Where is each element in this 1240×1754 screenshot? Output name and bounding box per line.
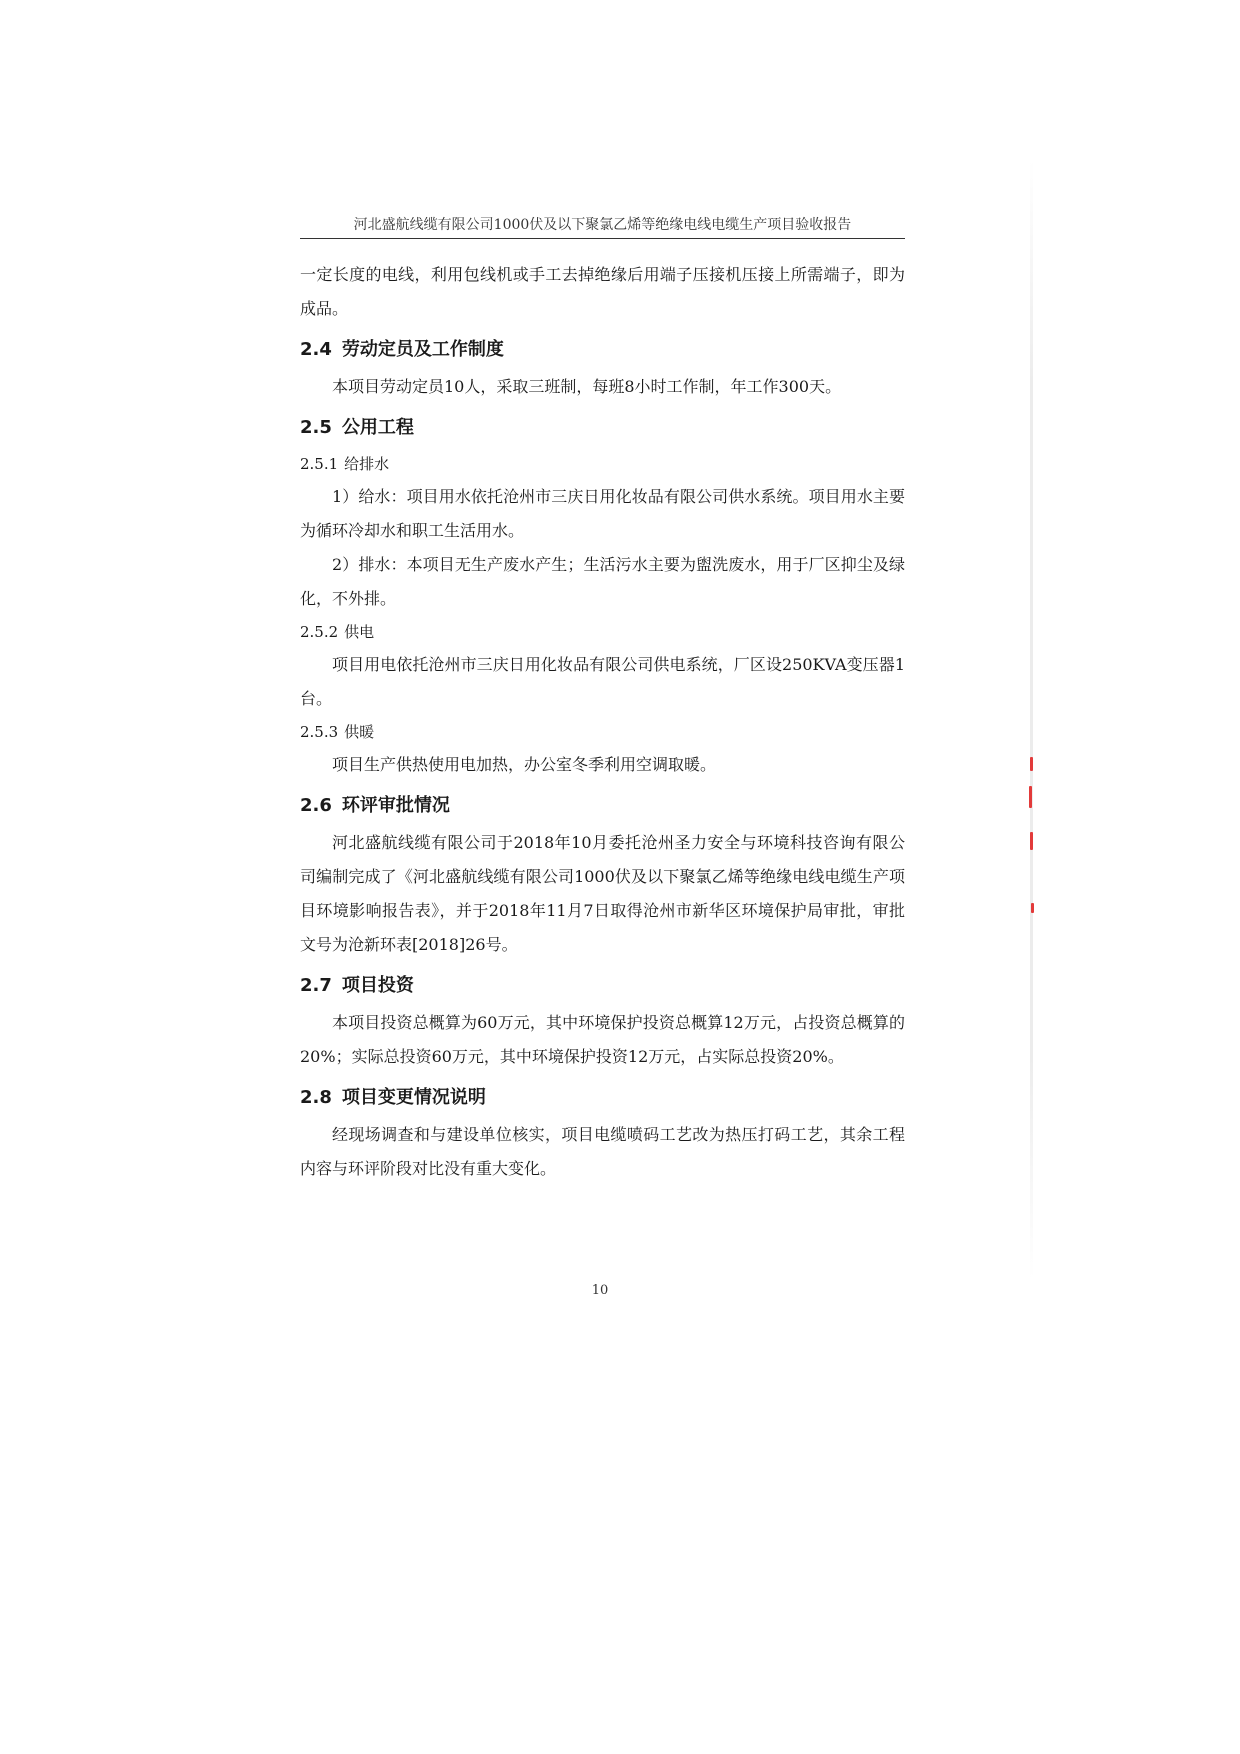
drainage-paragraph: 2）排水：本项目无生产废水产生；生活污水主要为盥洗废水，用于厂区抑尘及绿化，不外排。 (300, 555, 905, 608)
section-2-5-3-heading (300, 716, 905, 748)
section-number: 2.4 (300, 339, 332, 360)
subsection-number: 2.5.3 (300, 723, 339, 741)
section-2-4-heading (300, 332, 905, 368)
heating-paragraph: 项目生产供热使用电加热，办公室冬季利用空调取暖。 (332, 755, 717, 774)
section-title: 劳动定员及工作制度 (341, 339, 504, 360)
subsection-title: 给排水 (344, 455, 390, 473)
section-title: 公用工程 (341, 417, 414, 438)
section-2-5-1-heading (300, 448, 905, 480)
seal-fragment-3 (1030, 832, 1033, 850)
header-title: 河北盛航线缆有限公司1000伏及以下聚氯乙烯等绝缘电线电缆生产项目验收报告 (353, 217, 852, 233)
section-number: 2.8 (300, 1087, 332, 1108)
intro-paragraph: 一定长度的电线，利用包线机或手工去掉绝缘后用端子压接机压接上所需端子，即为成品。 (300, 265, 905, 318)
section-2-5-2-heading (300, 616, 905, 648)
water-supply-paragraph: 1）给水：项目用水依托沧州市三庆日用化妆品有限公司供水系统。项目用水主要为循环冷却水和职工生活用水。 (300, 487, 905, 540)
section-2-8-paragraph: 经现场调查和与建设单位核实，项目电缆喷码工艺改为热压打码工艺，其余工程内容与环评阶段对比没有重大变化。 (300, 1125, 905, 1178)
subsection-number: 2.5.1 (300, 455, 339, 473)
section-2-6-heading (300, 788, 905, 824)
section-number: 2.5 (300, 417, 332, 438)
scan-edge-shadow (1030, 160, 1033, 1280)
section-number: 2.6 (300, 795, 332, 816)
section-title: 项目投资 (341, 975, 414, 996)
document-body (300, 258, 905, 1186)
seal-fragment-2 (1029, 786, 1032, 808)
power-supply-paragraph: 项目用电依托沧州市三庆日用化妆品有限公司供电系统，厂区设250KVA变压器1台。 (300, 655, 905, 708)
subsection-title: 供电 (344, 623, 375, 641)
page-number: 10 (591, 1283, 609, 1298)
subsection-title: 供暖 (344, 723, 375, 741)
seal-fragment-1 (1030, 757, 1033, 771)
section-number: 2.7 (300, 975, 332, 996)
section-title: 环评审批情况 (341, 795, 450, 816)
subsection-number: 2.5.2 (300, 623, 339, 641)
page-header (300, 212, 905, 239)
section-2-4-paragraph: 本项目劳动定员10人，采取三班制，每班8小时工作制，年工作300天。 (332, 377, 842, 396)
section-2-7-heading (300, 968, 905, 1004)
section-title: 项目变更情况说明 (341, 1087, 486, 1108)
section-2-7-paragraph: 本项目投资总概算为60万元，其中环境保护投资总概算12万元，占投资总概算的20%；实际总投资60万元，其中环境保护投资12万元，占实际总投资20%。 (300, 1013, 905, 1066)
section-2-5-heading (300, 410, 905, 446)
section-2-8-heading (300, 1080, 905, 1116)
section-2-6-paragraph: 河北盛航线缆有限公司于2018年10月委托沧州圣力安全与环境科技咨询有限公司编制完成了《河北盛航线缆有限公司1000伏及以下聚氯乙烯等绝缘电线电缆生产项目环境影响报告表》，并于2018年11月7日取得沧州市新华区环境保护局审批，审批文号为沧新环表[2018]26号。 (300, 833, 905, 954)
seal-fragment-4 (1031, 903, 1034, 913)
